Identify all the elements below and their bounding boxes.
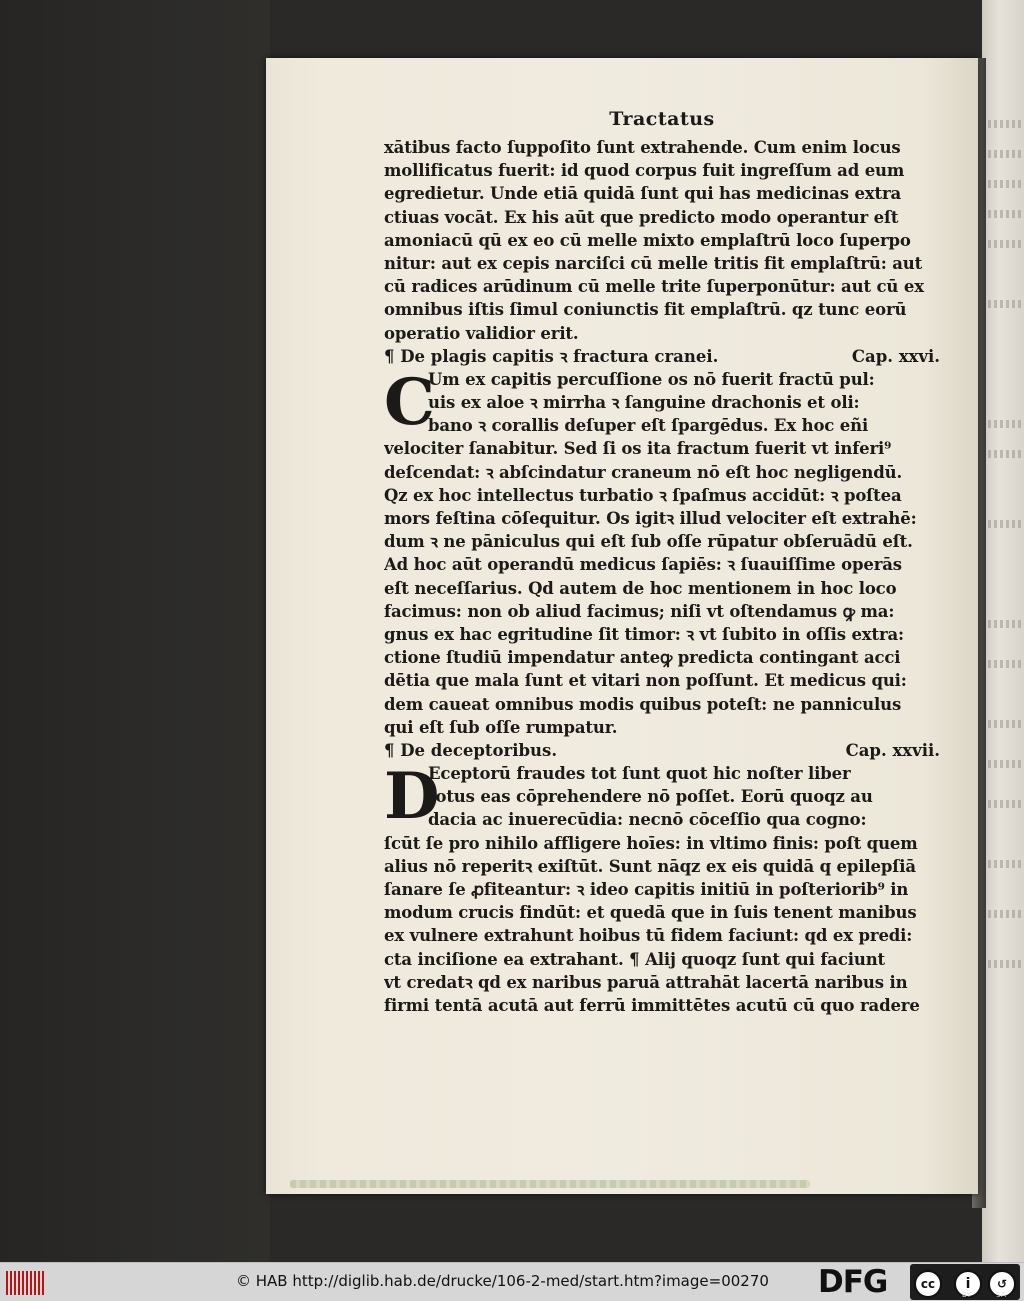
text-line: nitur: aut ex cepis narciſci cū melle tritis fit emplaſtrū: aut (384, 253, 923, 273)
text-line: ex vulnere extrahunt hoibus tū fidem faciunt: qd ex predi: (384, 926, 913, 946)
text-line: omnibus iſtis ſimul coniunctis fit emplaſtrū. qz tunc eorū (384, 300, 907, 320)
chapter-26-heading-line (384, 345, 940, 368)
by-label: BY (962, 1291, 972, 1299)
text-line: amoniacū qū ex eo cū melle mixto emplaſtrū loco ſuperpo (384, 230, 911, 250)
text-line: dem caueat omnibus modis quibus poteſt: ne panniculus (384, 694, 902, 714)
cc-icon: cc (914, 1270, 942, 1298)
chapter-26-heading: ¶ De plagis capitis ꝛ fractura cranei. (384, 346, 719, 366)
text-line: Eceptorū fraudes tot ſunt quot hic noſter liber (428, 764, 851, 784)
share-alike-icon: ↺ (988, 1270, 1016, 1298)
chapter-27-initial: D (384, 759, 440, 835)
chapter-27-lines (384, 759, 940, 1017)
text-line: facimus: non ob aliud facimus; niſi vt oſtendamus ꝙ ma: (384, 601, 895, 621)
text-line: xātibus facto ſuppoſito ſunt extrahende. Cum enim locus (384, 138, 901, 157)
cc-license-badge[interactable] (910, 1264, 1020, 1300)
text-line: gnus ex hac egritudine ſit timor: ꝛ vt ſubito in oſſis extra: (384, 624, 904, 644)
sa-label: SA (996, 1291, 1007, 1299)
chapter-26-lines (384, 364, 940, 739)
page-text (384, 102, 940, 1017)
text-line: bano ꝛ corallis deſuper eſt ſpargēdus. Ex hoc eñi (428, 416, 869, 436)
text-line: qui eſt ſub oſſe rumpatur. (384, 717, 618, 737)
text-line: dacia ac inuerecūdia: necnō cōceſſio qua cogno: (428, 810, 867, 830)
footer-bar (0, 1262, 1024, 1301)
chapter-26-number: Cap. xxvi. (851, 346, 940, 366)
text-line: dum ꝛ ne pāniculus qui eſt ſub oſſe rūpatur obſeruādū eſt. (384, 532, 913, 552)
facing-page-edge (982, 0, 1024, 1262)
text-line: Ad hoc aūt operandū medicus ſapiēs: ꝛ ſuauiſſime operās (384, 555, 902, 575)
attribution-icon: i (954, 1270, 982, 1298)
text-part-1 (384, 136, 940, 345)
chapter-26-initial: C (384, 364, 435, 440)
text-line: velociter ſanabitur. Sed ſi os ita fractum fuerit vt inferi⁹ (384, 439, 892, 459)
text-line: uis ex aloe ꝛ mirrha ꝛ ſanguine drachonis et oli: (428, 393, 860, 413)
chapter-27-heading-line (384, 739, 940, 762)
hab-logo-icon[interactable] (6, 1271, 46, 1295)
text-line: ſanare ſe ꝓfiteantur: ꝛ ideo capitis initiū in poſteriorib⁹ in (384, 880, 909, 899)
text-line: operatio validior erit. (384, 323, 579, 343)
dfg-logo[interactable]: DFG (818, 1264, 888, 1300)
page-bottom-stain (290, 1180, 810, 1188)
dark-background (0, 0, 270, 1262)
copyright-link[interactable]: © HAB http://diglib.hab.de/drucke/106-2-med/start.htm?image=00270 (236, 1272, 769, 1290)
text-line: ctiuas vocāt. Ex his aūt que predicto modo operantur eſt (384, 207, 899, 227)
text-line: dētia que mala ſunt et vitari non poſſunt. Et medicus qui: (384, 671, 907, 691)
text-line: eſt neceſſarius. Qd autem de hoc mentionem in hoc loco (384, 578, 897, 598)
text-line: egredietur. Unde etiā quidā ſunt qui has medicinas extra (384, 184, 902, 204)
chapter-27-number: Cap. xxvii. (845, 740, 940, 760)
text-line: ſcūt ſe pro nihilo affligere hoīes: in vltimo finis: poſt quem (384, 833, 918, 853)
chapter-27-heading: ¶ De deceptoribus. (384, 740, 558, 760)
text-line: mors feſtina cōſequitur. Os igitꝛ illud velociter eſt extrahē: (384, 509, 917, 528)
text-line: alius nō reperitꝛ exiſtūt. Sunt nāqz ex eis quidā q epilepſiā (384, 856, 916, 876)
text-line: totus eas cōprehendere nō poſſet. Eorū quoqz au (428, 787, 873, 807)
text-line: Um ex capitis percuſſione os nō fuerit fractū pul: (428, 369, 875, 389)
text-line: ctione ſtudiū impendatur anteꝙ predicta contingant acci (384, 648, 901, 668)
chapter-27-body (384, 759, 940, 1017)
text-line: cū radices arūdinum cū melle trite ſuperponūtur: aut cū ex (384, 277, 924, 297)
text-line: modum crucis findūt: et quedā que in ſuis tenent manibus (384, 903, 917, 923)
text-line: firmi tentā acutā aut ferrū immittētes acutū cū quo radere (384, 995, 920, 1015)
text-line: mollificatus fuerit: id quod corpus fuit ingreſſum ad eum (384, 161, 905, 181)
text-line: vt credatꝛ qd ex naribus paruā attrahāt lacertā naribus in (384, 972, 908, 992)
text-line: Qz ex hoc intellectus turbatio ꝛ ſpaſmus accidūt: ꝛ poſtea (384, 485, 902, 505)
text-line: cta inciſione ea extrahant. ¶ Alij quoqz ſunt qui faciunt (384, 949, 886, 969)
running-head: Tractatus (609, 108, 715, 130)
text-line: deſcendat: ꝛ abſcindatur craneum nō eſt hoc negligendū. (384, 462, 903, 482)
chapter-26-body (384, 364, 940, 739)
